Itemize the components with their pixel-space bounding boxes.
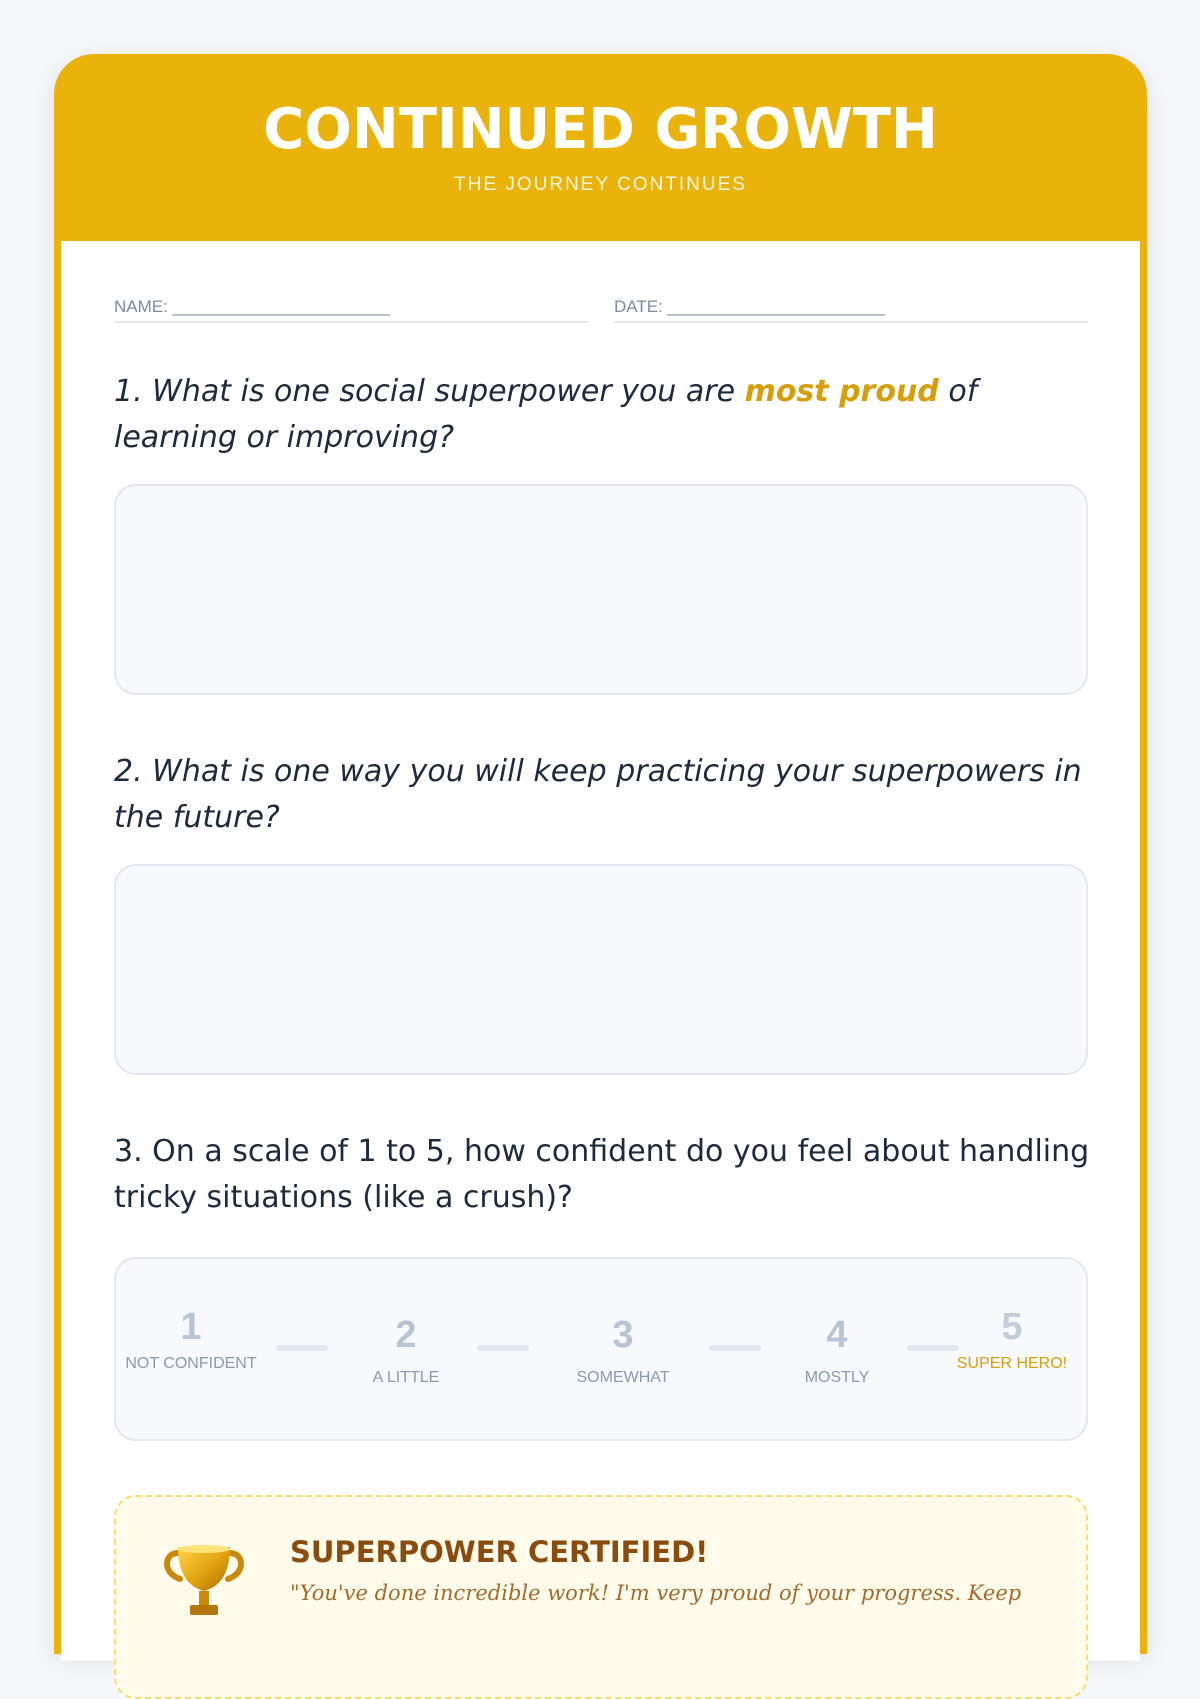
scale-connector bbox=[477, 1345, 529, 1351]
page-title: CONTINUED GROWTH bbox=[263, 97, 938, 162]
scale-label: A LITTLE bbox=[372, 1369, 440, 1386]
scale-connector bbox=[709, 1345, 761, 1351]
question-2: 2. What is one way you will keep practicing your superpowers in the future? bbox=[114, 754, 1082, 835]
scale-number: 2 bbox=[395, 1314, 417, 1356]
scale-number: 1 bbox=[180, 1306, 202, 1348]
question-1-text-end: of learning or improving? bbox=[114, 374, 978, 455]
scale-label: NOT CONFIDENT bbox=[125, 1355, 257, 1372]
question-1-highlight: most proud bbox=[744, 374, 939, 409]
scale-label: SUPER HERO! bbox=[956, 1355, 1068, 1372]
scale-number: 5 bbox=[1001, 1306, 1023, 1348]
scale-label: MOSTLY bbox=[804, 1369, 870, 1386]
worksheet-card bbox=[54, 54, 1147, 1654]
trophy-icon bbox=[156, 1543, 252, 1623]
scale-label: SOMEWHAT bbox=[576, 1369, 670, 1386]
certificate-box bbox=[114, 1495, 1088, 1699]
scale-connector bbox=[276, 1345, 328, 1351]
answer-box-1[interactable] bbox=[114, 484, 1088, 695]
confidence-scale bbox=[114, 1257, 1088, 1441]
certificate-title: SUPERPOWER CERTIFIED! bbox=[290, 1535, 709, 1569]
scale-number: 4 bbox=[826, 1314, 848, 1356]
scale-option-1[interactable] bbox=[121, 1307, 261, 1372]
question-1-text: 1. What is one social superpower you are bbox=[114, 374, 745, 409]
scale-option-2[interactable] bbox=[336, 1315, 476, 1386]
question-1 bbox=[114, 369, 1104, 461]
scale-option-5[interactable] bbox=[952, 1307, 1072, 1372]
scale-number: 3 bbox=[612, 1314, 634, 1356]
question-3: 3. On a scale of 1 to 5, how confident do you feel about handling tricky situations (like a crush)? bbox=[114, 1134, 1090, 1215]
scale-option-3[interactable] bbox=[553, 1315, 693, 1386]
date-field[interactable]: DATE: _______________________ bbox=[614, 297, 1088, 323]
worksheet-body bbox=[61, 241, 1140, 1661]
page-subtitle: THE JOURNEY CONTINUES bbox=[454, 174, 747, 195]
scale-option-4[interactable] bbox=[767, 1315, 907, 1386]
answer-box-2[interactable] bbox=[114, 864, 1088, 1075]
certificate-quote: "You've done incredible work! I'm very proud of your progress. Keep bbox=[290, 1581, 1022, 1605]
header-banner bbox=[54, 54, 1147, 241]
name-field[interactable]: NAME: _______________________ bbox=[114, 297, 588, 323]
